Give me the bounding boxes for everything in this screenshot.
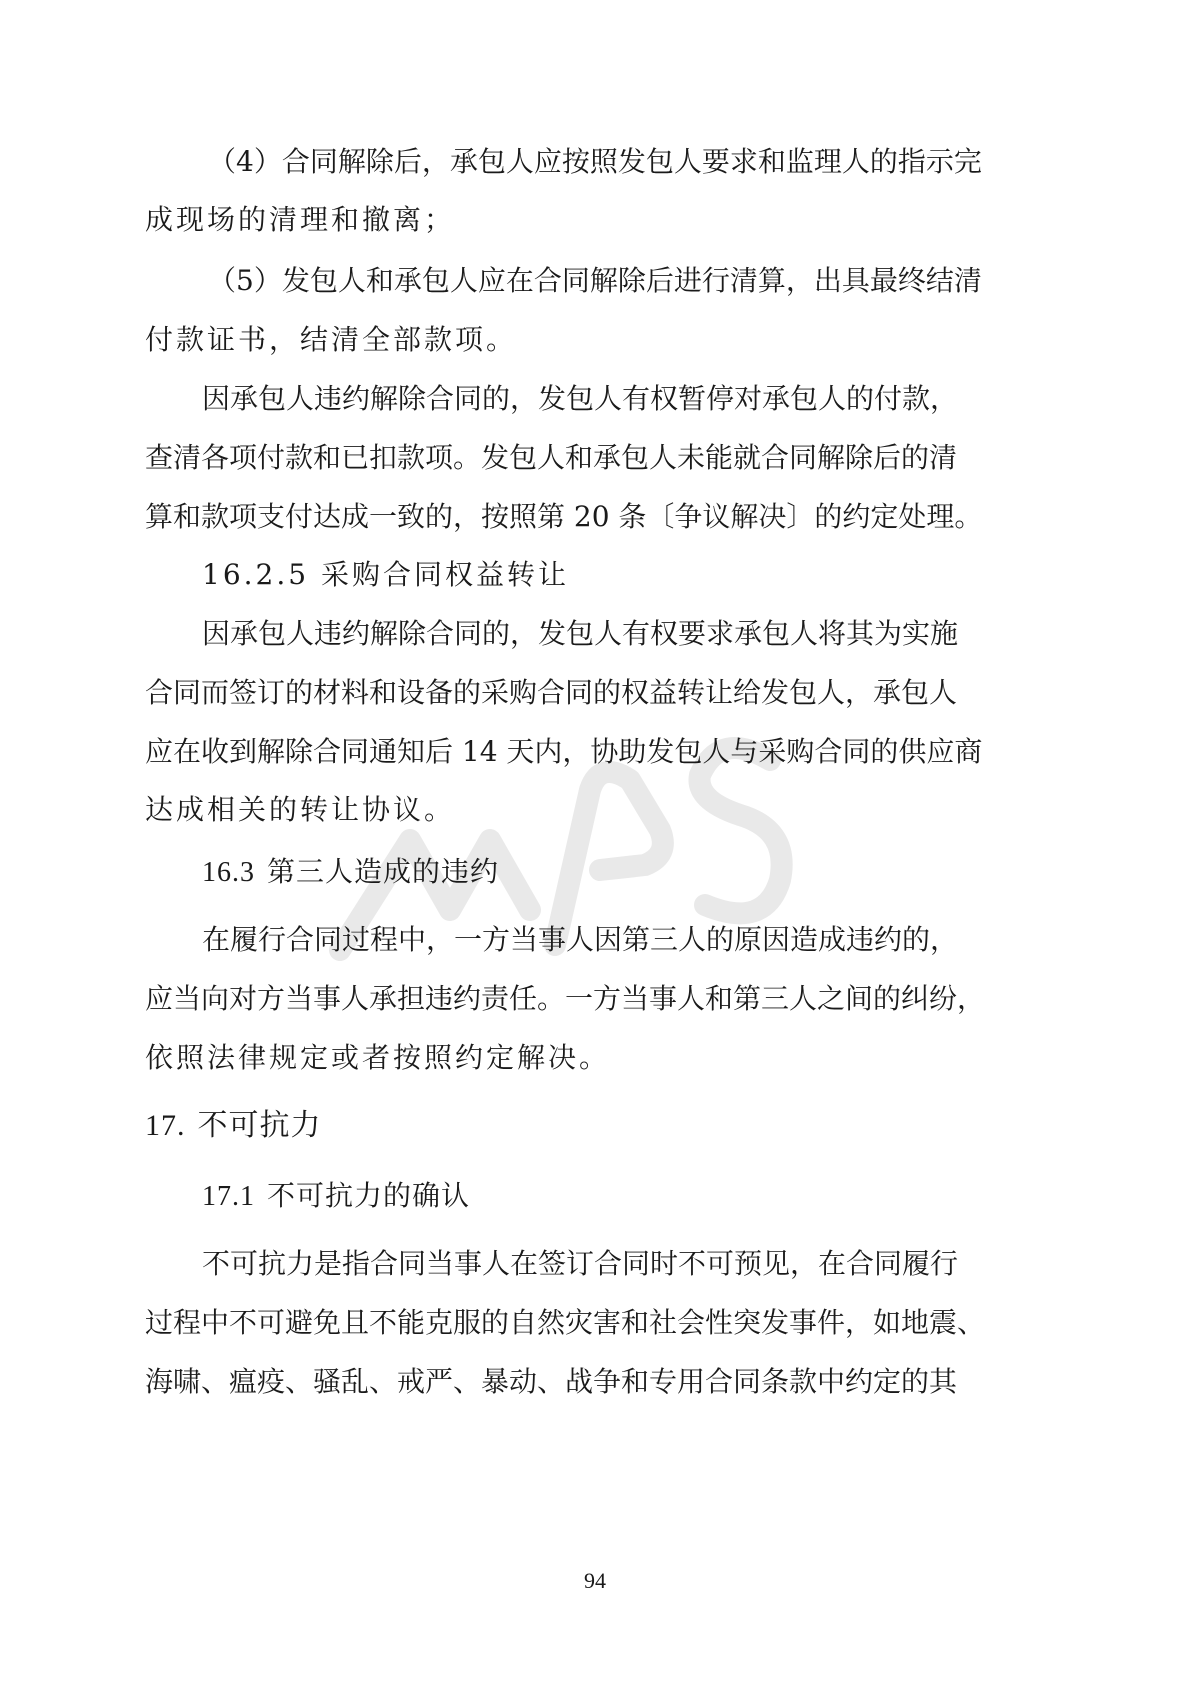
paragraph-line: 查清各项付款和已扣款项。发包人和承包人未能就合同解除后的清: [145, 441, 958, 474]
paragraph-line: 因承包人违约解除合同的，发包人有权暂停对承包人的付款，: [202, 382, 959, 415]
paragraph-line: 成现场的清理和撤离；: [145, 203, 456, 236]
paragraph-line: 达成相关的转让协议。: [145, 793, 456, 826]
section-heading-17: [145, 1108, 322, 1144]
paragraph-line: 不可抗力是指合同当事人在签订合同时不可预见，在合同履行: [202, 1247, 959, 1280]
heading-title: 不可抗力: [197, 1108, 322, 1143]
paragraph-line: 在履行合同过程中，一方当事人因第三人的原因造成违约的，: [202, 923, 959, 956]
section-heading-16-3: [202, 854, 499, 891]
paragraph-line: 过程中不可避免且不能克服的自然灾害和社会性突发事件，如地震、: [145, 1306, 986, 1339]
paragraph-line: 依照法律规定或者按照约定解决。: [145, 1041, 611, 1074]
heading-number: 16.3: [202, 857, 255, 888]
heading-number: 17.: [145, 1109, 186, 1142]
paragraph-line: 应在收到解除合同通知后 14 天内，协助发包人与采购合同的供应商: [145, 735, 983, 768]
heading-title: 不可抗力的确认: [267, 1179, 471, 1212]
paragraph-line: 合同而签订的材料和设备的采购合同的权益转让给发包人，承包人: [145, 676, 958, 709]
paragraph-line: 算和款项支付达成一致的，按照第 20 条〔争议解决〕的约定处理。: [145, 500, 983, 533]
paragraph-line: 应当向对方当事人承担违约责任。一方当事人和第三人之间的纠纷，: [145, 982, 986, 1015]
paragraph-line: 付款证书，结清全部款项。: [145, 323, 518, 356]
paragraph-line: 海啸、瘟疫、骚乱、戒严、暴动、战争和专用合同条款中约定的其: [145, 1365, 958, 1398]
page-number: 94: [584, 1568, 606, 1593]
section-heading-17-1: [202, 1178, 470, 1215]
paragraph-line: （4）合同解除后，承包人应按照发包人要求和监理人的指示完: [208, 145, 982, 178]
paragraph-line: （5）发包人和承包人应在合同解除后进行清算，出具最终结清: [208, 264, 982, 297]
paragraph-line: 因承包人违约解除合同的，发包人有权要求承包人将其为实施: [202, 617, 959, 650]
heading-number: 17.1: [202, 1181, 255, 1212]
subsection-title: 16.2.5 采购合同权益转让: [202, 558, 569, 591]
heading-title: 第三人造成的违约: [267, 855, 500, 888]
